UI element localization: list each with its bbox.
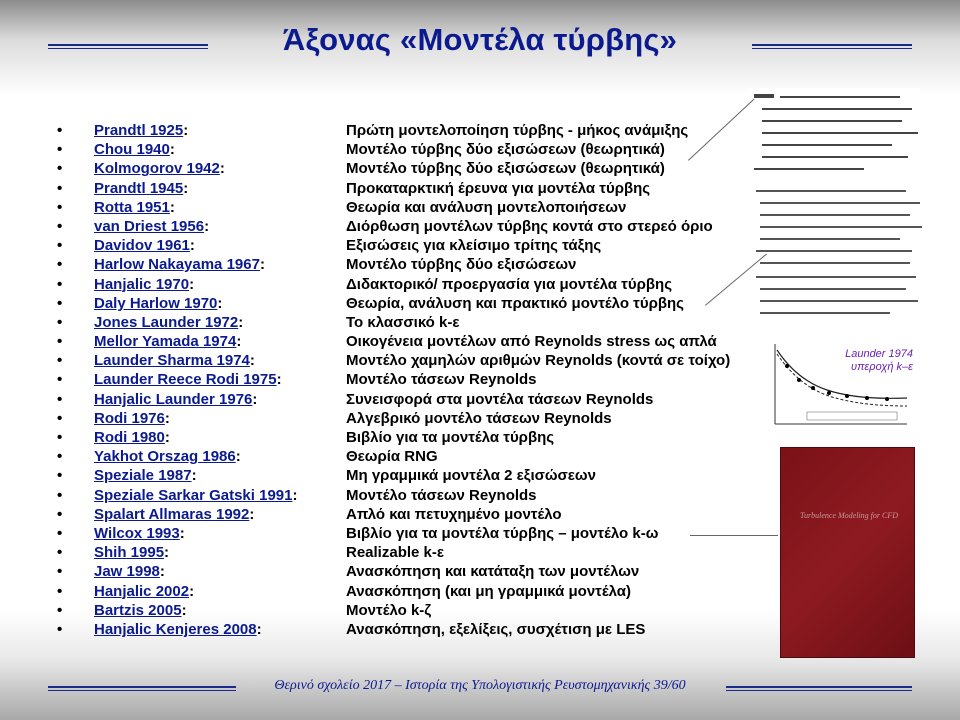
reference-description: Αλγεβρικό μοντέλο τάσεων Reynolds xyxy=(346,409,612,427)
reference-description: Μοντέλο τύρβης δύο εξισώσεων (θεωρητικά) xyxy=(346,141,665,159)
reference-link[interactable]: Chou 1940 xyxy=(94,141,170,159)
bullet: • xyxy=(57,141,63,159)
reference-colon: : xyxy=(183,179,189,197)
list-item xyxy=(57,601,777,620)
equation-image-middle-drawing xyxy=(752,184,924,330)
reference-link[interactable]: Hanjalic Launder 1976 xyxy=(94,390,253,408)
reference-link[interactable]: van Driest 1956 xyxy=(94,217,205,235)
reference-description: Ανασκόπηση, εξελίξεις, συσχέτιση με LES xyxy=(346,620,646,638)
reference-description: Μοντέλο τάσεων Reynolds xyxy=(346,371,537,389)
reference xyxy=(94,582,194,601)
reference-colon: : xyxy=(235,448,241,466)
reference xyxy=(94,159,225,178)
list-item xyxy=(57,620,777,639)
book-cover-image xyxy=(780,447,915,658)
reference-colon: : xyxy=(183,122,189,139)
bullet: • xyxy=(57,505,63,523)
equation-image-middle xyxy=(752,184,924,330)
reference-description: Μοντέλο k-ζ xyxy=(346,601,432,619)
reference xyxy=(94,409,170,428)
reference-description: Απλό και πετυχημένο μοντέλο xyxy=(346,505,562,523)
reference-description: Συνεισφορά στα μοντέλα τάσεων Reynolds xyxy=(346,390,654,408)
reference-colon: : xyxy=(164,544,170,562)
list-item xyxy=(57,582,777,601)
reference-description: Πρώτη μοντελοποίηση τύρβης - μήκος ανάμιξης xyxy=(346,122,689,139)
reference-colon: : xyxy=(238,313,244,331)
bullet: • xyxy=(57,237,63,255)
reference-description: Θεωρία, ανάλυση και πρακτικό μοντέλο τύρβης xyxy=(346,294,684,312)
list-item xyxy=(57,179,777,198)
bullet: • xyxy=(57,601,63,619)
list-item xyxy=(57,159,777,178)
reference-link[interactable]: Rotta 1951 xyxy=(94,198,170,216)
bullet: • xyxy=(57,524,63,542)
reference-colon: : xyxy=(292,486,298,504)
list-item xyxy=(57,524,777,543)
reference-link[interactable]: Jones Launder 1972 xyxy=(94,313,239,331)
reference-colon: : xyxy=(164,409,170,427)
list-item xyxy=(57,543,777,562)
list-item xyxy=(57,562,777,581)
bullet: • xyxy=(57,217,63,235)
bullet: • xyxy=(57,160,63,178)
reference-description: Μοντέλο τύρβης δύο εξισώσεων (θεωρητικά) xyxy=(346,160,665,178)
reference-link[interactable]: Rodi 1980 xyxy=(94,429,165,446)
list-item xyxy=(57,236,777,255)
bullet: • xyxy=(57,313,63,331)
reference-colon: : xyxy=(249,505,255,523)
reference xyxy=(94,179,188,198)
reference-colon: : xyxy=(217,294,223,312)
bullet: • xyxy=(57,582,63,600)
reference-link[interactable]: Bartzis 2005 xyxy=(94,601,182,619)
reference xyxy=(94,524,185,543)
bullet: • xyxy=(57,333,63,351)
bullet: • xyxy=(57,486,63,504)
reference-colon: : xyxy=(189,275,195,293)
bullet: • xyxy=(57,198,63,216)
reference-description: Διόρθωση μοντέλων τύρβης κοντά στο στερεό όριο xyxy=(346,217,713,235)
bullet: • xyxy=(57,371,63,389)
reference-description: Βιβλίο για τα μοντέλα τύρβης – μοντέλο k-ω xyxy=(346,524,659,542)
reference-link[interactable]: Launder Reece Rodi 1975 xyxy=(94,371,277,389)
bullet: • xyxy=(57,563,63,581)
reference-colon: : xyxy=(191,467,197,485)
list-item xyxy=(57,255,777,274)
plot-label xyxy=(839,348,913,374)
reference-link[interactable]: Speziale 1987 xyxy=(94,467,192,485)
reference-colon: : xyxy=(252,390,258,408)
list-item xyxy=(57,370,777,389)
reference-link[interactable]: Hanjalic 1970 xyxy=(94,275,190,293)
reference-link[interactable]: Hanjalic 2002 xyxy=(94,582,190,600)
bullet: • xyxy=(57,256,63,274)
reference-colon: : xyxy=(164,429,170,446)
reference-colon: : xyxy=(236,333,242,351)
plot-label-line1: Launder 1974 xyxy=(845,348,913,360)
book-cover-text: Turbulence Modeling for CFD xyxy=(800,511,898,520)
bullet: • xyxy=(57,122,63,139)
reference-colon: : xyxy=(189,582,195,600)
reference-link[interactable]: Yakhot Orszag 1986 xyxy=(94,448,236,466)
list-item xyxy=(57,505,777,524)
bullet: • xyxy=(57,544,63,562)
reference-colon: : xyxy=(169,141,175,159)
bullet: • xyxy=(57,352,63,370)
reference-link[interactable]: Mellor Yamada 1974 xyxy=(94,333,237,351)
bullet: • xyxy=(57,429,63,446)
list-item xyxy=(57,486,777,505)
bullet: • xyxy=(57,294,63,312)
reference xyxy=(94,370,282,389)
slide-title: Άξονας «Μοντέλα τύρβης» xyxy=(282,22,678,57)
reference-link[interactable]: Prandtl 1925 xyxy=(94,122,184,139)
reference-colon: : xyxy=(249,352,255,370)
bullet: • xyxy=(57,620,63,638)
reference-description: Διδακτορικό/ προεργασία για μοντέλα τύρβης xyxy=(346,275,673,293)
reference-description: Ανασκόπηση και κατάταξη των μοντέλων xyxy=(346,563,640,581)
list-item xyxy=(57,217,777,236)
list-item xyxy=(57,390,777,409)
list-item xyxy=(57,332,777,351)
reference-description: Εξισώσεις για κλείσιμο τρίτης τάξης xyxy=(346,237,602,255)
reference xyxy=(94,428,170,447)
bullet: • xyxy=(57,275,63,293)
bullet: • xyxy=(57,467,63,485)
list-item xyxy=(57,294,777,313)
reference-description: Μοντέλο τύρβης δύο εξισώσεων xyxy=(346,256,577,274)
reference-link[interactable]: Jaw 1998 xyxy=(94,563,160,581)
reference-link[interactable]: Davidov 1961 xyxy=(94,237,190,255)
reference xyxy=(94,313,243,332)
reference-colon: : xyxy=(204,217,210,235)
reference-description: Προκαταρκτική έρευνα για μοντέλα τύρβης xyxy=(346,179,651,197)
reference xyxy=(94,390,257,409)
list-item xyxy=(57,428,777,447)
bullet: • xyxy=(57,448,63,466)
reference xyxy=(94,351,255,370)
list-item xyxy=(57,121,777,140)
reference-colon: : xyxy=(179,524,185,542)
list-item xyxy=(57,447,777,466)
list-item xyxy=(57,409,777,428)
reference-link[interactable]: Prandtl 1945 xyxy=(94,179,184,197)
reference xyxy=(94,601,187,620)
reference-colon: : xyxy=(189,237,195,255)
reference-link[interactable]: Rodi 1976 xyxy=(94,409,165,427)
reference-link[interactable]: Daly Harlow 1970 xyxy=(94,294,218,312)
list-item xyxy=(57,313,777,332)
reference xyxy=(94,332,241,351)
reference xyxy=(94,255,265,274)
reference-colon: : xyxy=(259,256,265,274)
reference-description: Μοντέλο χαμηλών αριθμών Reynolds (κοντά σε τοίχο) xyxy=(346,352,731,370)
reference-description: Βιβλίο για τα μοντέλα τύρβης xyxy=(346,429,555,446)
reference-description: Ανασκόπηση (και μη γραμμικά μοντέλα) xyxy=(346,582,632,600)
reference-link[interactable]: Harlow Nakayama 1967 xyxy=(94,256,260,274)
reference-description: Μοντέλο τάσεων Reynolds xyxy=(346,486,537,504)
reference xyxy=(94,140,175,159)
reference xyxy=(94,543,169,562)
list-item xyxy=(57,140,777,159)
reference-description: Θεωρία και ανάλυση μοντελοποιήσεων xyxy=(346,198,627,216)
bullet: • xyxy=(57,179,63,197)
reference xyxy=(94,217,209,236)
list-item xyxy=(57,198,777,217)
reference-link[interactable]: Launder Sharma 1974 xyxy=(94,352,250,370)
reference-colon: : xyxy=(181,601,187,619)
reference-description: Realizable k-ε xyxy=(346,544,444,562)
reference-description: Μη γραμμικά μοντέλα 2 εξισώσεων xyxy=(346,467,596,485)
bullet: • xyxy=(57,409,63,427)
reference xyxy=(94,620,262,639)
list-item xyxy=(57,275,777,294)
list-item xyxy=(57,466,777,485)
reference xyxy=(94,236,195,255)
reference-link[interactable]: Wilcox 1993 xyxy=(94,524,180,542)
reference xyxy=(94,121,188,140)
reference-colon: : xyxy=(256,620,262,638)
reference xyxy=(94,294,222,313)
reference-description: Οικογένεια μοντέλων από Reynolds stress ως απλά xyxy=(346,333,717,351)
reference xyxy=(94,466,197,485)
reference-description: Θεωρία RNG xyxy=(346,448,438,466)
reference-link[interactable]: Spalart Allmaras 1992 xyxy=(94,505,250,523)
list-item xyxy=(57,351,777,370)
reference-link[interactable]: Shih 1995 xyxy=(94,544,165,562)
reference xyxy=(94,486,297,505)
reference-description: Το κλασσικό k-ε xyxy=(346,313,460,331)
reference-link[interactable]: Kolmogorov 1942 xyxy=(94,160,220,178)
reference xyxy=(94,198,175,217)
plot-label-line2: υπεροχή k–ε xyxy=(851,361,913,373)
comparison-plot xyxy=(757,336,915,436)
reference-colon: : xyxy=(169,198,175,216)
reference xyxy=(94,505,254,524)
reference-colon: : xyxy=(276,371,282,389)
slide-footer: Θερινό σχολείο 2017 – Ιστορία της Υπολογιστικής Ρευστομηχανικής 39/60 xyxy=(274,678,686,693)
reference-colon: : xyxy=(219,160,225,178)
reference-colon: : xyxy=(159,563,165,581)
reference xyxy=(94,447,241,466)
bullet: • xyxy=(57,390,63,408)
reference-link[interactable]: Hanjalic Kenjeres 2008 xyxy=(94,620,257,638)
reference-link[interactable]: Speziale Sarkar Gatski 1991 xyxy=(94,486,293,504)
reference xyxy=(94,275,194,294)
model-timeline-list xyxy=(57,121,777,639)
reference xyxy=(94,562,165,581)
